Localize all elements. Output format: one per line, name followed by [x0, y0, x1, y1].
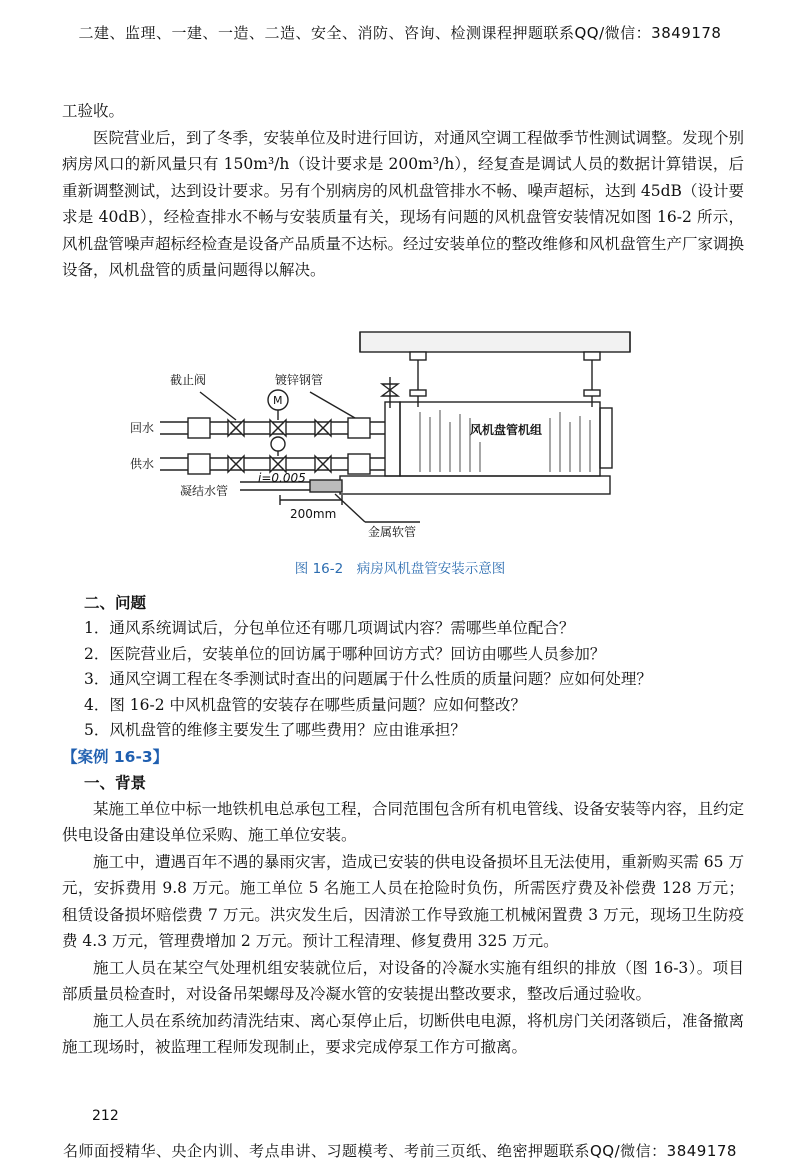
paragraph: 某施工单位中标一地铁机电总承包工程，合同范围包含所有机电管线、设备安装等内容，且约定供电设备由建设单位采购、施工单位安装。 — [62, 799, 745, 844]
label-slope: i=0.005 — [258, 471, 306, 485]
question-item: 1．通风系统调试后，分包单位还有哪几项调试内容？需哪些单位配合？ — [84, 619, 575, 637]
question-item: 5．风机盘管的维修主要发生了哪些费用？应由谁承担？ — [84, 721, 466, 739]
fan-coil-diagram — [130, 322, 650, 540]
label-hose: 金属软管 — [368, 525, 417, 539]
page-number: 212 — [92, 1108, 119, 1124]
case-title: 【案例 16-3】 — [62, 747, 169, 766]
metal-hose — [310, 480, 342, 492]
label-length: 200mm — [290, 507, 337, 521]
paragraph: 施工人员在某空气处理机组安装就位后，对设备的冷凝水实施有组织的排放（图 16-3）。项目部质量员检查时，对设备吊架螺母及冷凝水管的安装提出整改要求，整改后通过验收。 — [62, 958, 744, 1003]
ceiling-slab — [360, 332, 630, 352]
paragraph: 医院营业后，到了冬季，安装单位及时进行回访，对通风空调工程做季节性测试调整。发现个别病房风口的新风量只有 150m³/h（设计要求是 200m³/h），经复查是调试人员的数据计算错误，后重新调整测试，达到设计要求。另有个别病房的风机盘管排水不畅、噪声超标，达到 45dB（设计要求是 40dB），经检查排水不畅与安装质量有关，现场有问题的风机盘管安装情况如图 16-2 所示，风机盘管噪声超标经检查是设备产品质量不达标。经过安装单位的整改维修和风机盘管生产厂家调换设备，风机盘管的质量问题得以解决。 — [62, 128, 745, 279]
drain-pan — [340, 476, 610, 494]
question-item: 2．医院营业后，安装单位的回访属于哪种回访方式？回访由哪些人员参加？ — [84, 644, 606, 663]
question-item: 4．图 16-2 中风机盘管的安装存在哪些质量问题？应如何整改？ — [84, 695, 527, 714]
figure-caption: 图 16-2 病房风机盘管安装示意图 — [294, 561, 506, 577]
paragraph: 施工人员在系统加药清洗结束、离心泵停止后，切断供电电源，将机房门关闭落锁后，准备撤离施工现场时，被监理工程师发现制止，要求完成停泵工作方可撤离。 — [62, 1011, 745, 1056]
section-heading: 一、背景 — [84, 773, 147, 792]
footer-banner: 名师面授精华、央企内训、考点串讲、习题模考、考前三页纸、绝密押题联系QQ/微信：3849178 — [63, 1142, 737, 1160]
header-banner: 二建、监理、一建、一造、二造、安全、消防、咨询、检测课程押题联系QQ/微信：3849178 — [78, 24, 722, 42]
section-heading: 二、问题 — [84, 594, 147, 612]
text-block-top — [62, 98, 744, 284]
paragraph: 施工中，遭遇百年不遇的暴雨灾害，造成已安装的供电设备损坏且无法使用，重新购买需 65 万元，安拆费用 9.8 万元。施工单位 5 名施工人员在抢险时负伤，所需医疗费及补偿费 128 万元；租赁设备损坏赔偿费 7 万元。洪灾发生后，因清淤工作导致施工机械闲置费 3 万元，现场卫生防疫费 4.3 万元，管理费增加 2 万元。预计工程清理、修复费用 325 万元。 — [62, 852, 744, 950]
label-supply: 供水 — [130, 457, 155, 471]
label-motor: M — [273, 394, 283, 407]
question-item: 3．通风空调工程在冬季测试时查出的问题属于什么性质的质量问题？应如何处理？ — [84, 670, 652, 688]
label-pipe: 镀锌钢管 — [275, 373, 324, 387]
label-valve: 截止阀 — [170, 373, 207, 387]
label-return: 回水 — [130, 421, 155, 435]
label-unit: 风机盘管机组 — [470, 423, 543, 437]
label-condensate: 凝结水管 — [180, 484, 229, 498]
paragraph: 工验收。 — [62, 102, 125, 120]
text-block-bottom — [62, 590, 744, 1061]
